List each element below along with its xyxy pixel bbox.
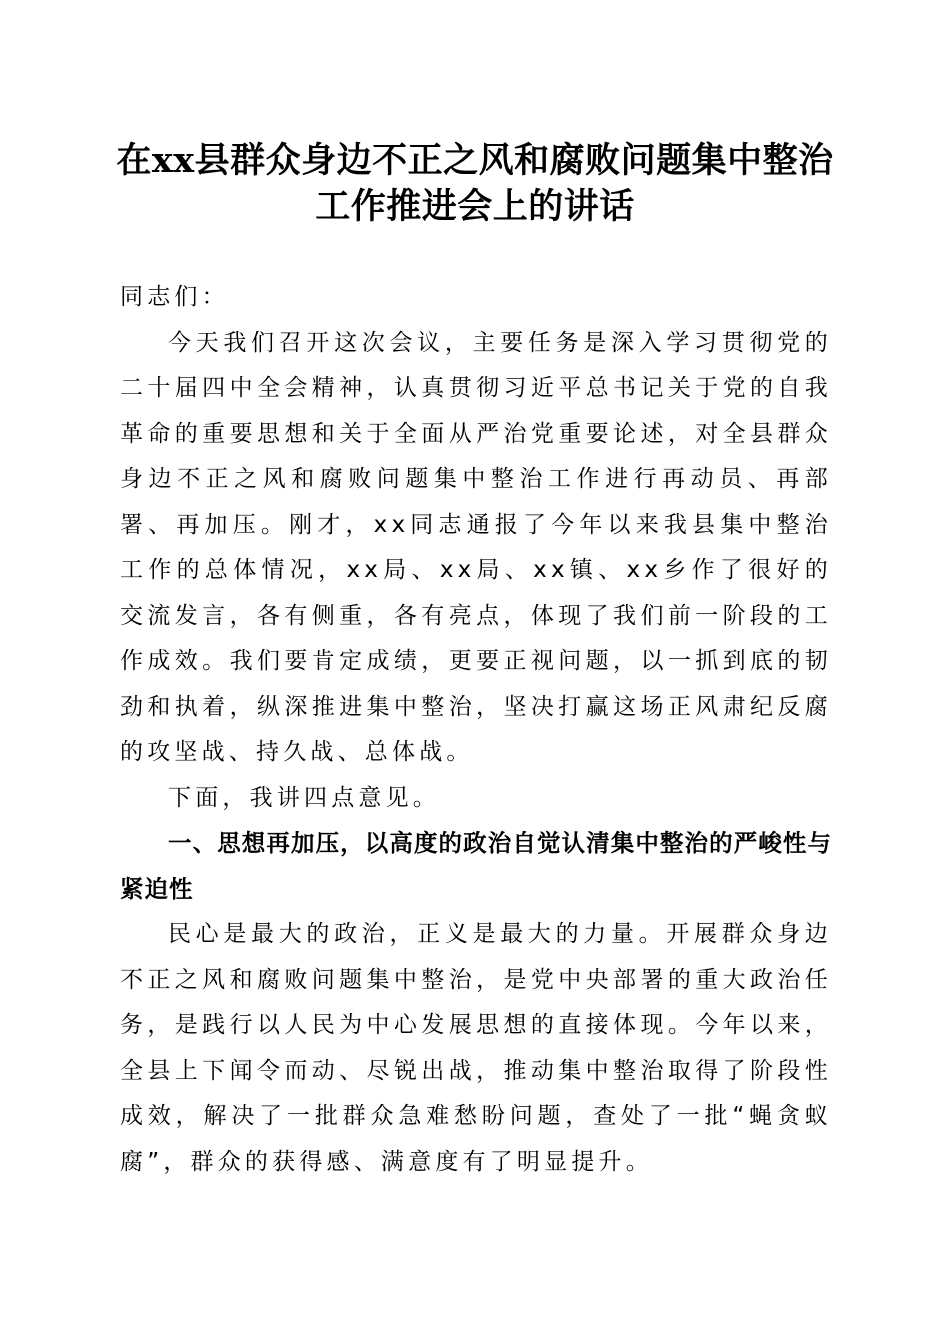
document-body (120, 275, 832, 1185)
paragraph-section-1: 民心是最大的政治，正义是最大的力量。开展群众身边不正之风和腐败问题集中整治，是党中央部署的重大政治任务，是践行以人民为中心发展思想的直接体现。今年以来，全县上下闻令而动、尽锐出战，推动集中整治取得了阶段性成效，解决了一批群众急难愁盼问题，查处了一批“蝇贪蚁腐”，群众的获得感、满意度有了明显提升。 (120, 921, 832, 1175)
document-title: 在xx县群众身边不正之风和腐败问题集中整治工作推进会上的讲话 (116, 140, 834, 227)
section-heading-1: 一、思想再加压，以高度的政治自觉认清集中整治的严峻性与紧迫性 (120, 829, 832, 903)
paragraph-opening: 今天我们召开这次会议，主要任务是深入学习贯彻党的二十届四中全会精神，认真贯彻习近平总书记关于党的自我革命的重要思想和关于全面从严治党重要论述，对全县群众身边不正之风和腐败问题集中整治工作进行再动员、再部署、再加压。刚才，xx同志通报了今年以来我县集中整治工作的总体情况，xx局、xx局、xx镇、xx乡作了很好的交流发言，各有侧重，各有亮点，体现了我们前一阶段的工作成效。我们要肯定成绩，更要正视问题，以一抓到底的韧劲和执着，纵深推进集中整治，坚决打赢这场正风肃纪反腐的攻坚战、持久战、总体战。 (120, 329, 832, 765)
salutation: 同志们： (120, 284, 229, 310)
paragraph-outline: 下面，我讲四点意见。 (168, 784, 440, 811)
